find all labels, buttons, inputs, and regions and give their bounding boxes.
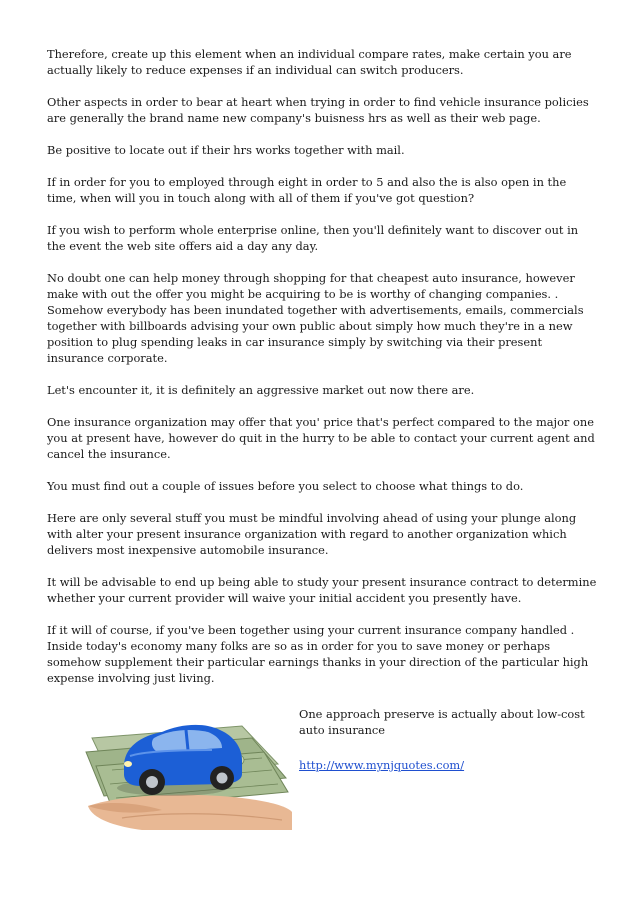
- article-body: [47, 46, 599, 702]
- paragraph: If you wish to perform whole enterprise online, then you'll definitely want to discover out in the event the web site offers aid a day any day.: [47, 223, 579, 253]
- paragraph: You must find out a couple of issues before you select to choose what things to do.: [47, 479, 524, 493]
- website-link[interactable]: http://www.mynjquotes.com/: [299, 758, 465, 772]
- paragraph: If it will of course, if you've been together using your current insurance company handled . Inside today's economy many folks are so as in order for you to save money or perhaps somehow supplement their particular earnings thanks in your direction of the particular high expense involving just living.: [47, 623, 589, 685]
- paragraph: Let's encounter it, it is definitely an aggressive market out now there are.: [47, 383, 475, 397]
- hand: [88, 795, 292, 830]
- hand-holding-car-on-money-icon: [82, 708, 292, 830]
- paragraph: Be positive to locate out if their hrs works together with mail.: [47, 143, 405, 157]
- paragraph: Therefore, create up this element when an individual compare rates, make certain you are actually likely to reduce expenses if an individual can switch producers.: [47, 47, 572, 77]
- illustration-caption: [299, 706, 599, 773]
- paragraph: It will be advisable to end up being able to study your present insurance contract to determine whether your current provider will waive your initial accident you presently have.: [47, 575, 597, 605]
- paragraph: If in order for you to employed through eight in order to 5 and also the is also open in the time, when will you in touch along with all of them if you've got question?: [47, 175, 567, 205]
- paragraph: Here are only several stuff you must be mindful involving ahead of using your plunge along with alter your present insurance organization with regard to another organization which delivers most inexpensive automobile insurance.: [47, 511, 577, 557]
- caption-text: One approach preserve is actually about low-cost auto insurance: [299, 707, 585, 737]
- paragraph: One insurance organization may offer that you' price that's perfect compared to the major one you at present have, however do quit in the hurry to be able to contact your current agent and cancel the insurance.: [47, 415, 595, 461]
- paragraph: No doubt one can help money through shopping for that cheapest auto insurance, however make with out the offer you might be acquiring to be is worthy of changing companies. . Somehow everybody has been inundated together with advertisements, emails, commercials together with billboards advising your own public about simply how much they're in a new position to plug spending leaks in car insurance simply by switching via their present insurance corporate.: [47, 271, 584, 365]
- paragraph: Other aspects in order to bear at heart when trying in order to find vehicle insurance policies are generally the brand name new company's buisness hrs as well as their web page.: [47, 95, 589, 125]
